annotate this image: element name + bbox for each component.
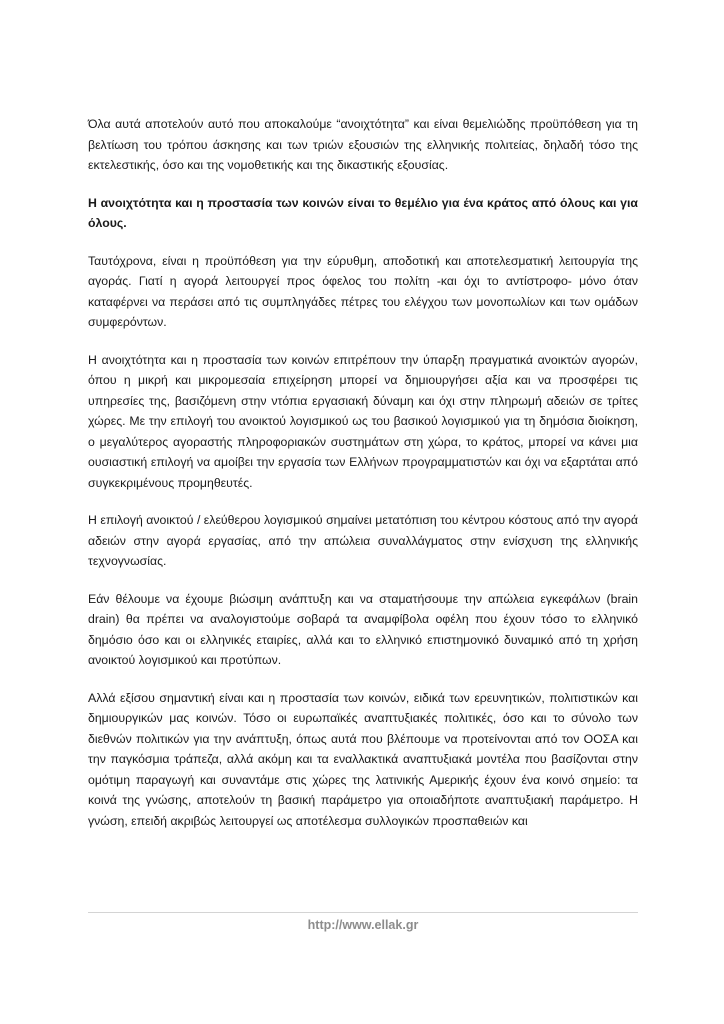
paragraph: Εάν θέλουμε να έχουμε βιώσιμη ανάπτυξη και να σταματήσουμε την απώλεια εγκεφάλων (brain drain) θα πρέπει να αναλογιστούμε σοβαρά τα αναμφίβολα οφέλη που έχουν τόσο το ελληνικό δημόσιο όσο και οι ελληνικές εταιρίες, αλλά και το ελληνικό επιστημονικό δυναμικό από τη χρήση ανοικτού λογισμικού και προτύπων.	[88, 591, 638, 667]
paragraph: Η ανοιχτότητα και η προστασία των κοινών επιτρέπουν την ύπαρξη πραγματικά ανοικτών αγορών, όπου η μικρή και μικρομεσαία επιχείρηση μπορεί να δημιουργήσει αξία και να προσφέρει τις υπηρεσίες της, βασιζόμενη στην ντόπια εργασιακή δύναμη και όχι στην πληρωμή αδειών σε τρίτες χώρες. Με την επιλογή του ανοικτού λογισμικού ως του βασικού λογισμικού για τη δημόσια διοίκηση, ο μεγαλύτερος αγοραστής πληροφοριακών συστημάτων στη χώρα, το κράτος, μπορεί να κάνει μια ουσιαστική επιλογή να αμοίβει την εργασία των Ελλήνων προγραμματιστών και όχι να εξαρτάται από συγκεκριμένους προμηθευτές.	[88, 352, 638, 490]
bold-statement: Η ανοιχτότητα και η προστασία των κοινών είναι το θεμέλιο για ένα κράτος από όλους και για όλους.	[88, 195, 638, 230]
paragraph: Η επιλογή ανοικτού / ελεύθερου λογισμικού σημαίνει μετατόπιση του κέντρου κόστους από την αγορά αδειών στην αγορά εργασίας, από την απώλεια συναλλάγματος στην ενίσχυση της ελληνικής τεχνογνωσίας.	[88, 513, 638, 568]
paragraph: Ταυτόχρονα, είναι η προϋπόθεση για την εύρυθμη, αποδοτική και αποτελεσματική λειτουργία της αγοράς. Γιατί η αγορά λειτουργεί προς όφελος του πολίτη -και όχι το αντίστροφο- μόνο όταν καταφέρνει να περάσει από τις συμπληγάδες πέτρες του ελέγχου των μονοπωλίων και των ομάδων συμφερόντων.	[88, 253, 638, 329]
footer-url[interactable]: http://www.ellak.gr	[307, 918, 419, 932]
footer-divider	[88, 912, 638, 913]
paragraph: Όλα αυτά αποτελούν αυτό που αποκαλούμε “ανοιχτότητα” και είναι θεμελιώδης προϋπόθεση για τη βελτίωση του τρόπου άσκησης και των τριών εξουσιών της ελληνικής πολιτείας, δηλαδή τόσο της εκτελεστικής, όσο και της νομοθετικής και της δικαστικής εξουσίας.	[88, 117, 638, 172]
document-body	[88, 114, 638, 848]
paragraph: Αλλά εξίσου σημαντική είναι και η προστασία των κοινών, ειδικά των ερευνητικών, πολιτιστικών και δημιουργικών μας κοινών. Τόσο οι ευρωπαϊκές αναπτυξιακές πολιτικές, όσο και το σύνολο των διεθνών πολιτικών για την ανάπτυξη, όπως αυτά που βλέπουμε να προτείνονται από τον ΟΟΣΑ και την παγκόσμια τράπεζα, αλλά ακόμη και τα εναλλακτικά αναπτυξιακά μοντέλα που βασίζονται στην ομότιμη παραγωγή και συναντάμε στις χώρες της λατινικής Αμερικής έχουν ένα κοινό σημείο: τα κοινά της γνώσης, αποτελούν τη βασική παράμετρο για οποιαδήποτε αναπτυξιακή παράμετρο. Η γνώση, επειδή ακριβώς λειτουργεί ως αποτέλεσμα συλλογικών προσπαθειών και	[88, 690, 638, 828]
